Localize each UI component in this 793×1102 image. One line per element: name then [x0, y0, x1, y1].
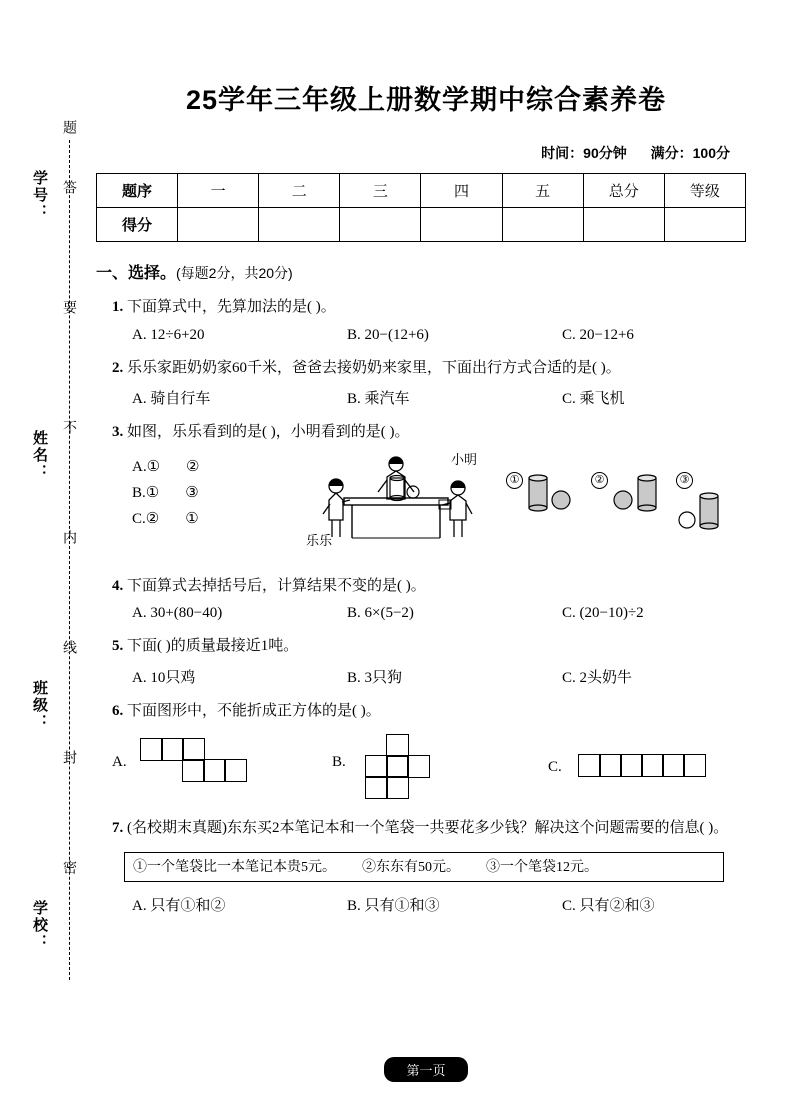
question-2-option-c[interactable]: C. 乘飞机 — [562, 391, 625, 407]
question-3-option-b-first: ① — [145, 484, 160, 501]
question-6-net-figures — [96, 732, 756, 804]
question-6-text: 下面图形中，不能折成正方体的是( )。 — [127, 702, 381, 719]
shape-option-1 — [506, 472, 585, 522]
shape-option-2-number: ② — [591, 472, 608, 489]
question-5-option-c[interactable]: C. 2头奶牛 — [562, 669, 633, 686]
question-5-text: 下面( )的质量最接近1吨。 — [127, 638, 299, 654]
score-table — [96, 173, 746, 242]
score-cell-2[interactable] — [259, 208, 340, 242]
section-note: (每题2分，共20分) — [176, 265, 293, 281]
question-1-number: 1. — [112, 299, 124, 315]
score-table-col-2: 二 — [259, 174, 340, 208]
page-footer — [96, 1057, 756, 1082]
question-3-option-a-second: ② — [186, 458, 200, 475]
score-table-row-header-1: 题序 — [97, 174, 178, 208]
question-3-text: 如图，乐乐看到的是( )，小明看到的是( )。 — [127, 424, 410, 440]
exam-page — [96, 0, 756, 1102]
question-6-option-a-label[interactable]: A. — [112, 754, 127, 770]
question-2-number: 2. — [112, 359, 124, 376]
exam-meta — [96, 143, 756, 163]
question-2-option-b[interactable]: B. 乘汽车 — [347, 391, 410, 407]
score-table-col-grade: 等级 — [664, 174, 745, 208]
question-4-text: 下面算式去掉括号后，计算结果不变的是( )。 — [127, 577, 426, 594]
rail-label-school: 学校： — [31, 900, 48, 951]
page-title: 25学年三年级上册数学期中综合素养卷 — [185, 85, 667, 115]
score-cell-grade[interactable] — [664, 208, 745, 242]
question-7-text: (名校期末真题)东东买2本笔记本和一个笔袋一共要花多少钱？解决这个问题需要的信息( )。 — [127, 820, 729, 836]
rail-label-student-id: 学号： — [31, 170, 48, 221]
rail-char-feng: 封 — [62, 750, 78, 766]
question-3-number: 3. — [112, 424, 124, 440]
shape-option-2 — [591, 472, 670, 522]
question-5-option-a[interactable]: A. 10只鸡 — [132, 669, 196, 686]
question-3-option-b[interactable] — [132, 483, 200, 502]
question-3-shape-options — [506, 472, 751, 542]
shape-option-3-number: ③ — [676, 472, 693, 489]
shape-option-2-figure — [612, 472, 670, 522]
fold-dashed-line — [69, 140, 70, 980]
question-2-text: 乐乐家距奶奶家60千米，爸爸去接奶奶来家里，下面出行方式合适的是( )。 — [127, 359, 621, 376]
score-cell-3[interactable] — [340, 208, 421, 242]
rail-char-ti: 题 — [62, 120, 78, 136]
rail-char-mi: 密 — [62, 860, 78, 876]
score-table-col-total: 总分 — [583, 174, 664, 208]
rail-char-yao: 要 — [62, 300, 78, 316]
question-3-option-a[interactable] — [132, 457, 200, 476]
page-number-badge: 第一页 — [384, 1057, 467, 1082]
rail-char-xian: 线 — [62, 640, 78, 656]
question-5-options — [96, 666, 756, 687]
question-2-option-a[interactable]: A. 骑自行车 — [132, 391, 211, 407]
shape-option-3 — [676, 472, 751, 540]
score-table-row-header-2: 得分 — [97, 208, 178, 242]
rail-label-class: 班级： — [31, 680, 48, 731]
score-cell-5[interactable] — [502, 208, 583, 242]
question-1-option-a[interactable]: A. 12÷6+20 — [132, 326, 205, 343]
rail-char-da: 答 — [62, 180, 78, 196]
question-3-option-a-first: ① — [146, 458, 161, 475]
rail-label-name: 姓名： — [31, 430, 48, 481]
question-3-option-c-label: C. — [132, 510, 146, 527]
score-table-col-5: 五 — [502, 174, 583, 208]
question-7-info-box — [124, 852, 724, 882]
question-7-info-item-2: ②东东有50元。 — [362, 859, 460, 875]
score-cell-1[interactable] — [178, 208, 259, 242]
section-heading — [96, 260, 756, 283]
question-3-option-c-first: ② — [145, 510, 160, 527]
rail-char-nei: 内 — [62, 530, 78, 546]
question-7-option-b[interactable]: B. 只有①和③ — [347, 897, 440, 914]
question-7-info-item-1: ①一个笔袋比一本笔记本贵5元。 — [133, 859, 336, 875]
question-1-text: 下面算式中，先算加法的是( )。 — [127, 299, 336, 315]
question-4-option-b[interactable]: B. 6×(5−2) — [347, 605, 414, 621]
question-1-option-c[interactable]: C. 20−12+6 — [562, 326, 634, 343]
question-7-number: 7. — [112, 820, 124, 836]
question-4-number: 4. — [112, 577, 124, 594]
question-2 — [96, 357, 756, 380]
question-4-option-a[interactable]: A. 30+(80−40) — [132, 605, 223, 621]
question-6 — [96, 700, 756, 723]
table-row — [97, 174, 746, 208]
question-3-option-b-second: ③ — [185, 484, 199, 501]
question-3 — [96, 421, 756, 444]
question-4 — [96, 575, 756, 598]
shape-option-3-figure — [676, 490, 734, 540]
question-7-option-a[interactable]: A. 只有①和② — [132, 897, 226, 914]
question-3-options — [96, 450, 200, 528]
question-3-option-c[interactable] — [132, 509, 200, 528]
score-cell-total[interactable] — [583, 208, 664, 242]
score-table-col-1: 一 — [178, 174, 259, 208]
question-3-option-a-label: A. — [132, 458, 147, 475]
question-1 — [96, 296, 756, 319]
table-row — [97, 208, 746, 242]
question-5 — [96, 635, 756, 658]
question-7-option-c[interactable]: C. 只有②和③ — [562, 897, 655, 914]
question-3-option-c-second: ① — [185, 510, 199, 527]
question-2-options — [96, 387, 756, 408]
label-xiaoming: 小明 — [451, 451, 478, 467]
question-1-options — [96, 327, 756, 344]
question-4-options — [96, 605, 756, 622]
question-6-option-c-label[interactable]: C. — [548, 759, 562, 775]
score-cell-4[interactable] — [421, 208, 502, 242]
question-4-option-c[interactable]: C. (20−10)÷2 — [562, 605, 644, 621]
label-lele: 乐乐 — [306, 532, 333, 548]
left-margin-rail — [28, 100, 84, 980]
score-table-col-4: 四 — [421, 174, 502, 208]
shape-option-1-number: ① — [506, 472, 523, 489]
exam-time: 时间：90分钟 — [541, 145, 627, 161]
question-7-options — [96, 894, 756, 915]
question-5-option-b[interactable]: B. 3只狗 — [347, 669, 403, 686]
question-6-option-b-label[interactable]: B. — [332, 754, 346, 770]
question-1-option-b[interactable]: B. 20−(12+6) — [347, 326, 429, 343]
question-5-number: 5. — [112, 638, 124, 654]
score-table-col-3: 三 — [340, 174, 421, 208]
rail-char-bu: 不 — [62, 420, 78, 436]
question-7-info-item-3: ③一个笔袋12元。 — [486, 859, 598, 875]
shape-option-1-figure — [527, 472, 585, 522]
question-3-figure-area — [96, 444, 756, 562]
question-3-option-b-label: B. — [132, 484, 146, 501]
question-7 — [96, 817, 756, 840]
question-6-number: 6. — [112, 702, 124, 719]
exam-total-score: 满分：100分 — [650, 145, 730, 161]
section-title: 一、选择。 — [96, 265, 177, 282]
